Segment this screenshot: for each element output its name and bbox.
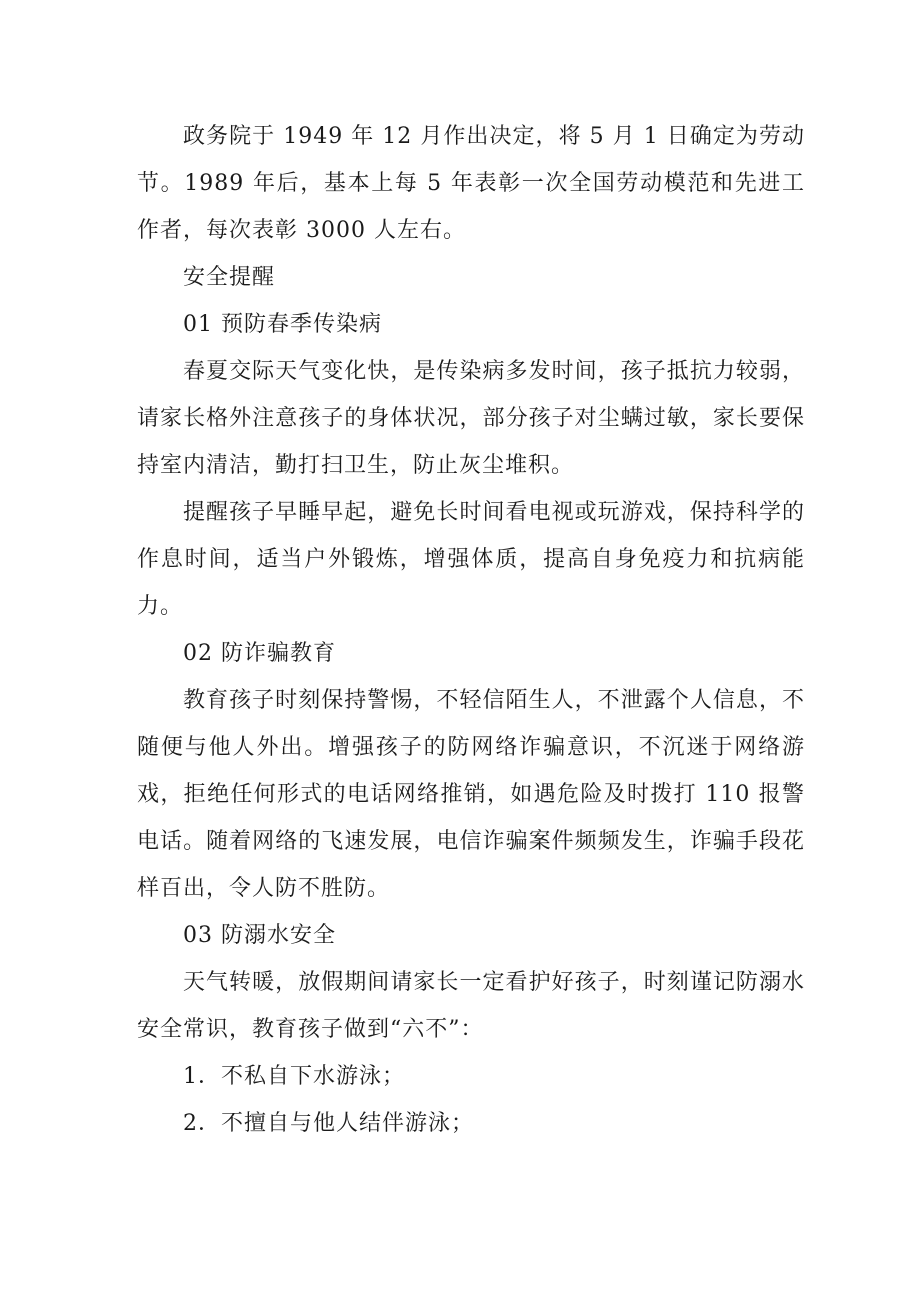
document-body: [137, 113, 805, 1147]
heading-anti-fraud: 02 防诈骗教育: [183, 641, 336, 666]
paragraph-drowning: 天气转暖，放假期间请家长一定看护好孩子，时刻谨记防溺水安全常识，教育孩子做到“六不”：: [137, 970, 805, 1042]
heading-drowning: 03 防溺水安全: [183, 923, 336, 948]
list-item-2: 2．不擅自与他人结伴游泳；: [183, 1111, 474, 1136]
paragraph-spring-disease-2: 提醒孩子早睡早起，避免长时间看电视或玩游戏，保持科学的作息时间，适当户外锻炼，增强体质，提高自身免疫力和抗病能力。: [137, 500, 805, 619]
paragraph-labor-day: 政务院于 1949 年 12 月作出决定，将 5 月 1 日确定为劳动节。1989 年后，基本上每 5 年表彰一次全国劳动模范和先进工作者，每次表彰 3000 人左右。: [137, 124, 805, 243]
heading-safety-reminder: 安全提醒: [183, 265, 276, 290]
heading-spring-disease: 01 预防春季传染病: [183, 312, 382, 337]
paragraph-anti-fraud: 教育孩子时刻保持警惕，不轻信陌生人，不泄露个人信息，不随便与他人外出。增强孩子的防网络诈骗意识，不沉迷于网络游戏，拒绝任何形式的电话网络推销，如遇危险及时拨打 110 报警电话。随着网络的飞速发展，电信诈骗案件频频发生，诈骗手段花样百出，令人防不胜防。: [137, 688, 805, 901]
list-item-1: 1．不私自下水游泳；: [183, 1064, 405, 1089]
paragraph-spring-disease-1: 春夏交际天气变化快，是传染病多发时间，孩子抵抗力较弱，请家长格外注意孩子的身体状况，部分孩子对尘螨过敏，家长要保持室内清洁，勤打扫卫生，防止灰尘堆积。: [137, 359, 805, 478]
